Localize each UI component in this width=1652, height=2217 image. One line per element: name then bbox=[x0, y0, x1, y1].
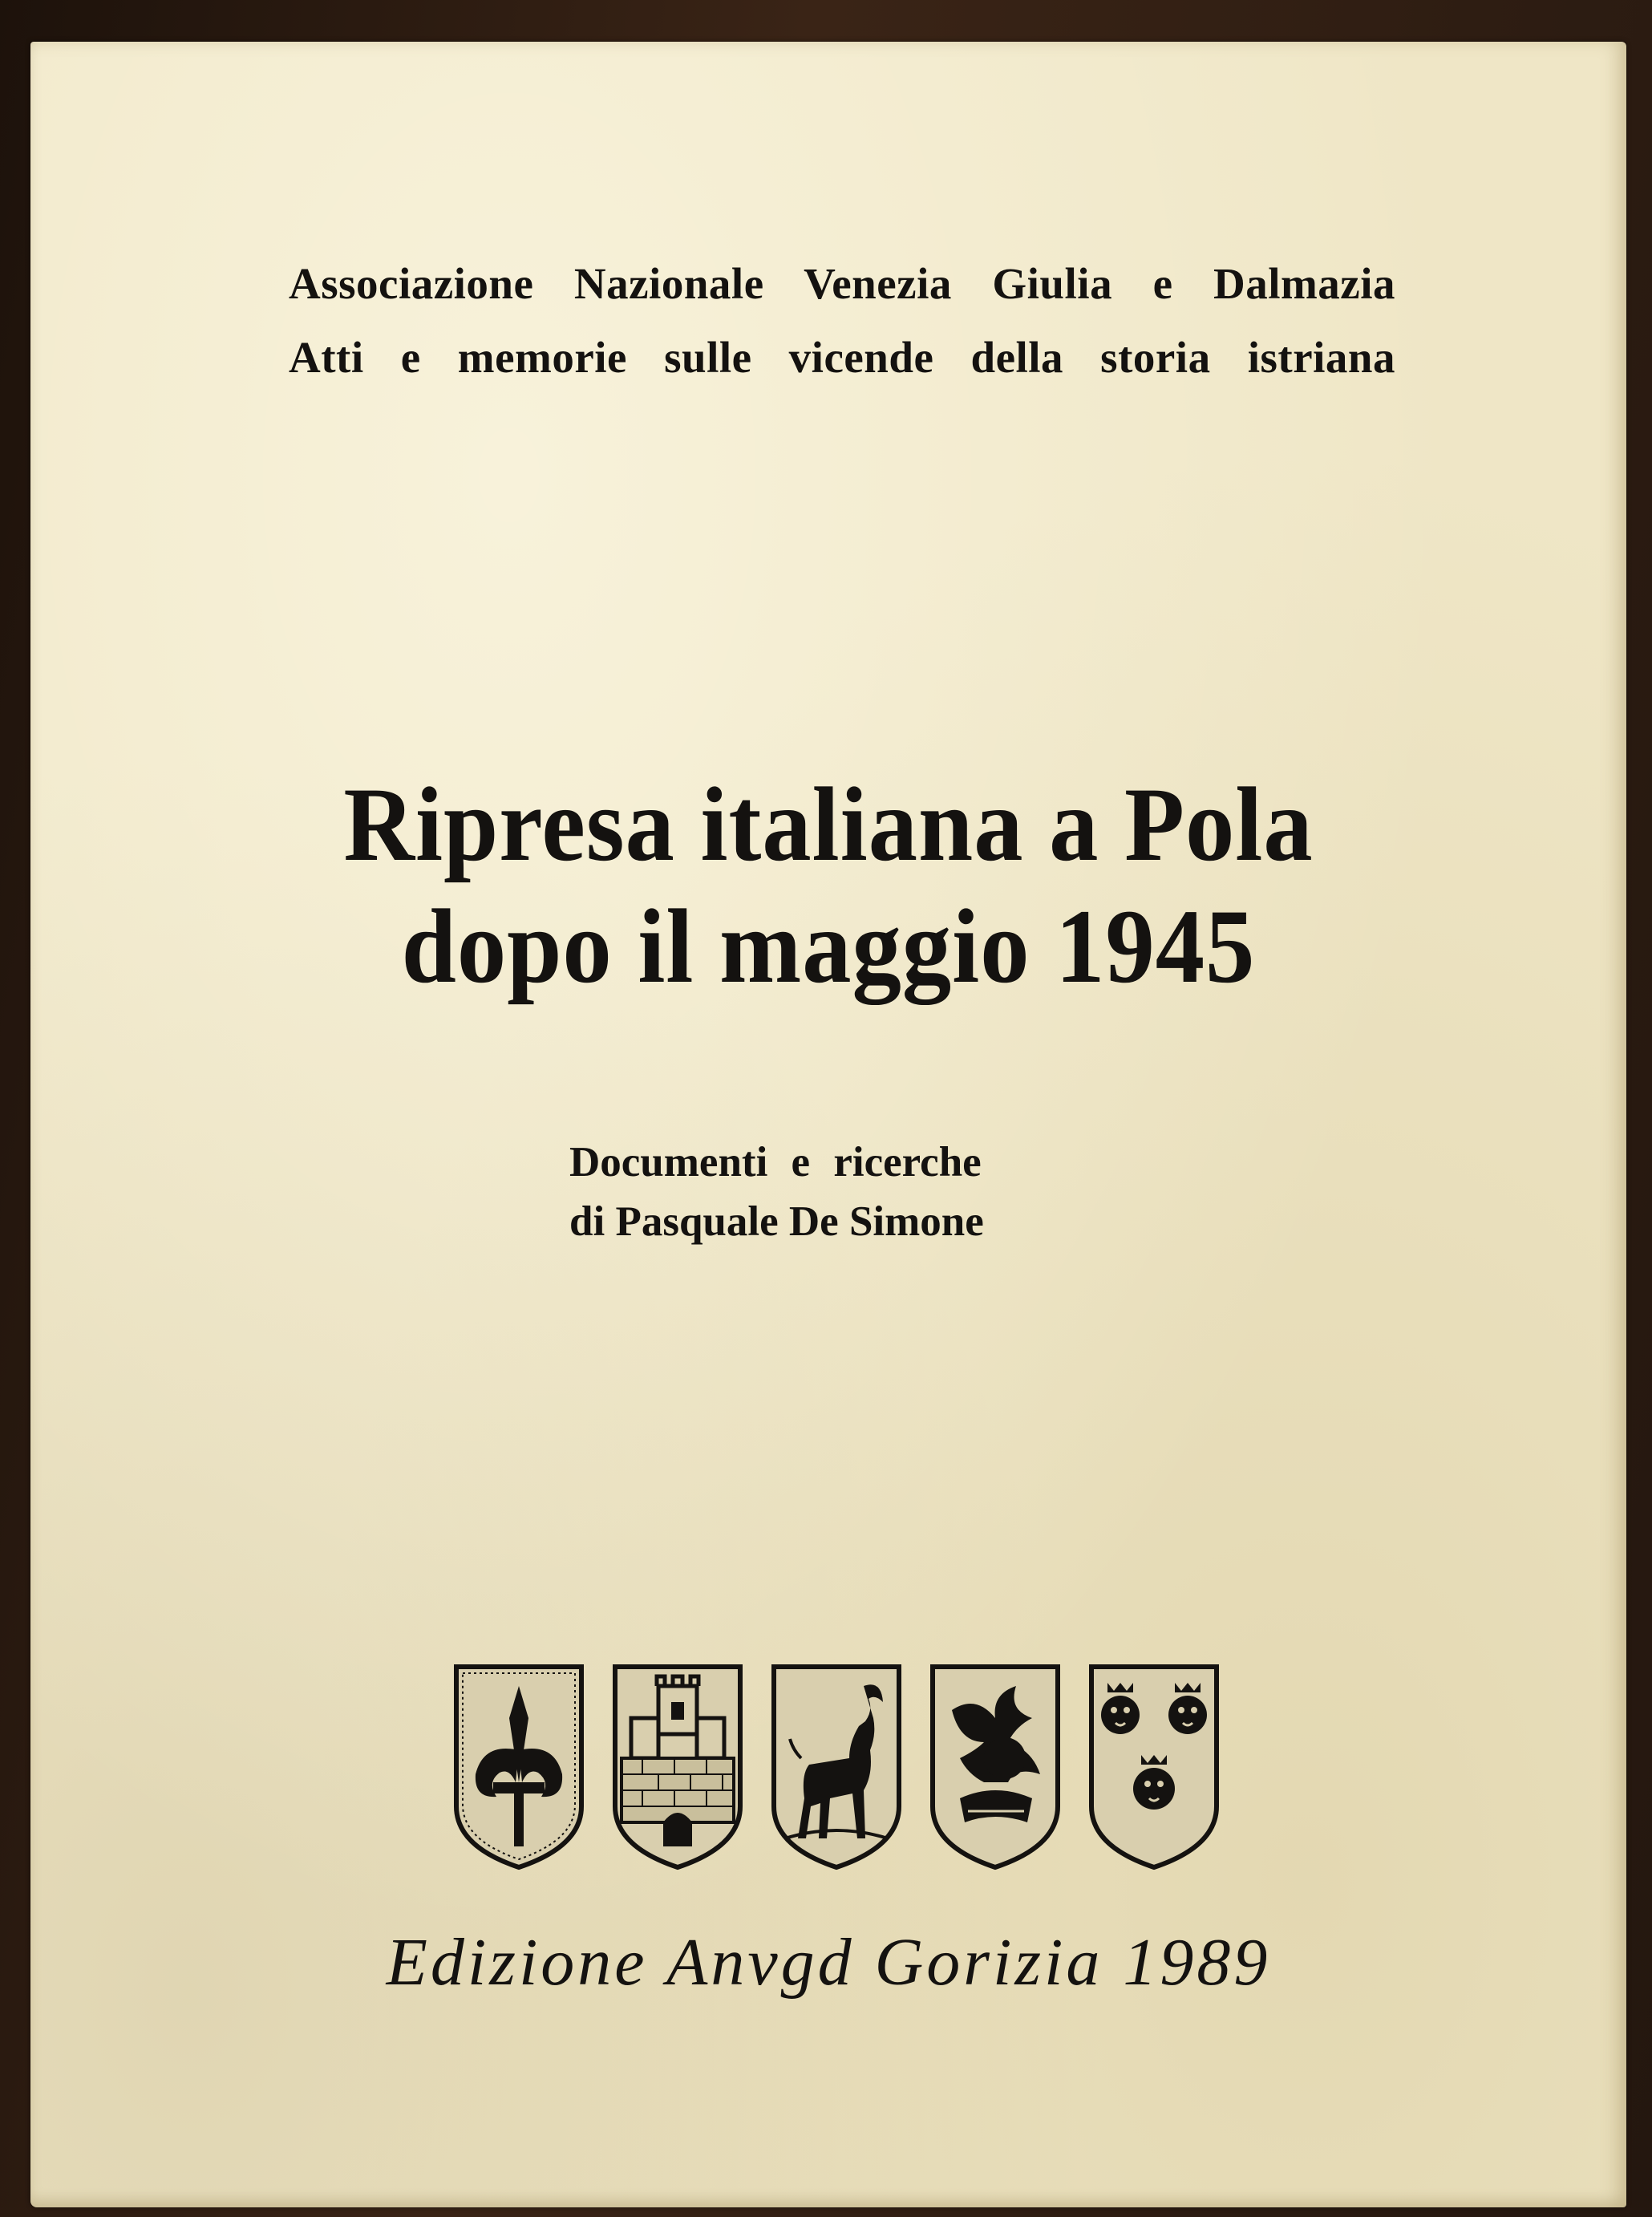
coats-of-arms-row bbox=[451, 1662, 1221, 1887]
fleur-de-lis-crest-icon bbox=[451, 1662, 586, 1872]
castle-crest-icon bbox=[610, 1662, 745, 1872]
book-subtitle bbox=[569, 1133, 1083, 1251]
book-title bbox=[30, 764, 1626, 1007]
association-header bbox=[289, 247, 1395, 395]
title-line-1: Ripresa italiana a Pola bbox=[343, 765, 1314, 883]
winged-lion-crest-icon bbox=[928, 1662, 1063, 1872]
association-name: Associazione Nazionale Venezia Giulia e Dalmazia bbox=[289, 259, 1395, 308]
title-line-2: dopo il maggio 1945 bbox=[401, 887, 1256, 1005]
author-line: di Pasquale De Simone bbox=[569, 1198, 984, 1245]
book-cover bbox=[30, 42, 1626, 2207]
three-lions-crest-icon bbox=[1087, 1662, 1221, 1872]
publisher-line: Edizione Anvgd Gorizia 1989 bbox=[386, 1925, 1271, 2000]
subtitle-line-1: Documenti e ricerche bbox=[569, 1139, 982, 1186]
goat-crest-icon bbox=[769, 1662, 904, 1872]
series-name: Atti e memorie sulle vicende della storia istriana bbox=[289, 333, 1395, 382]
